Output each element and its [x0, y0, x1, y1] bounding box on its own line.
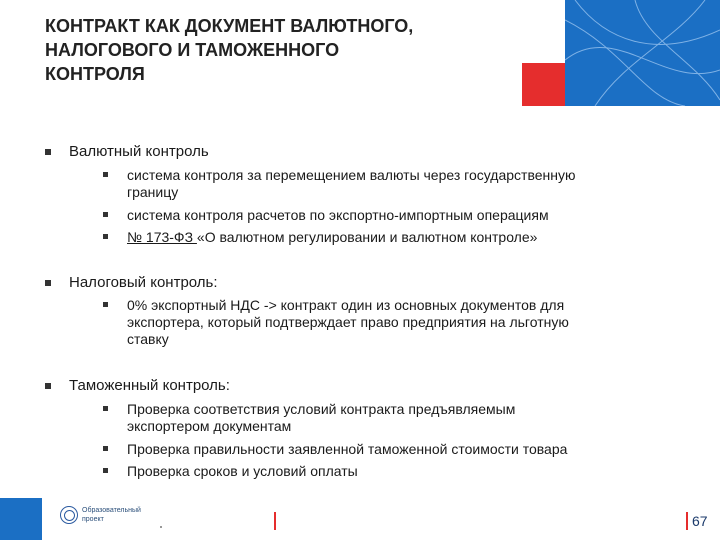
square-bullet-icon: [103, 212, 108, 217]
law-link[interactable]: № 173-ФЗ: [127, 229, 197, 245]
footer-divider: [274, 512, 276, 530]
footer-logo: Образовательный проект: [60, 504, 170, 534]
title-line: КОНТРАКТ КАК ДОКУМЕНТ ВАЛЮТНОГО,: [45, 16, 414, 36]
square-bullet-icon: [45, 383, 51, 389]
globe-icon: [60, 506, 78, 524]
title-line: КОНТРОЛЯ: [45, 64, 145, 84]
title-line: НАЛОГОВОГО И ТАМОЖЕННОГО: [45, 40, 340, 60]
square-bullet-icon: [103, 468, 108, 473]
slide-content: Валютный контроль система контроля за перемещением валюты через государственную границу система контроля расчетов по экспортно-импортным операциям № 173-ФЗ «О валютном регулировании и валютном контроле» Налоговый контроль: 0% экспортный НДС -> контракт один из основных документов для экспортера, который подтверждает право предприятия на льготную ставку Таможенный контроль: Проверка соответствия условий контракта предъявляемым экспортером документам Проверка правильности заявленной таможенной стоимости товара Проверка сроков и условий оплаты: [0, 0, 720, 540]
square-bullet-icon: [103, 172, 108, 177]
footer-divider: [686, 512, 688, 530]
square-bullet-icon: [45, 149, 51, 155]
square-bullet-icon: [103, 446, 108, 451]
square-bullet-icon: [103, 234, 108, 239]
square-bullet-icon: [103, 406, 108, 411]
square-bullet-icon: [45, 280, 51, 286]
footer-dot: [160, 526, 162, 528]
square-bullet-icon: [103, 302, 108, 307]
footer-blue-block: [0, 498, 42, 540]
page-number: 67: [692, 513, 708, 529]
